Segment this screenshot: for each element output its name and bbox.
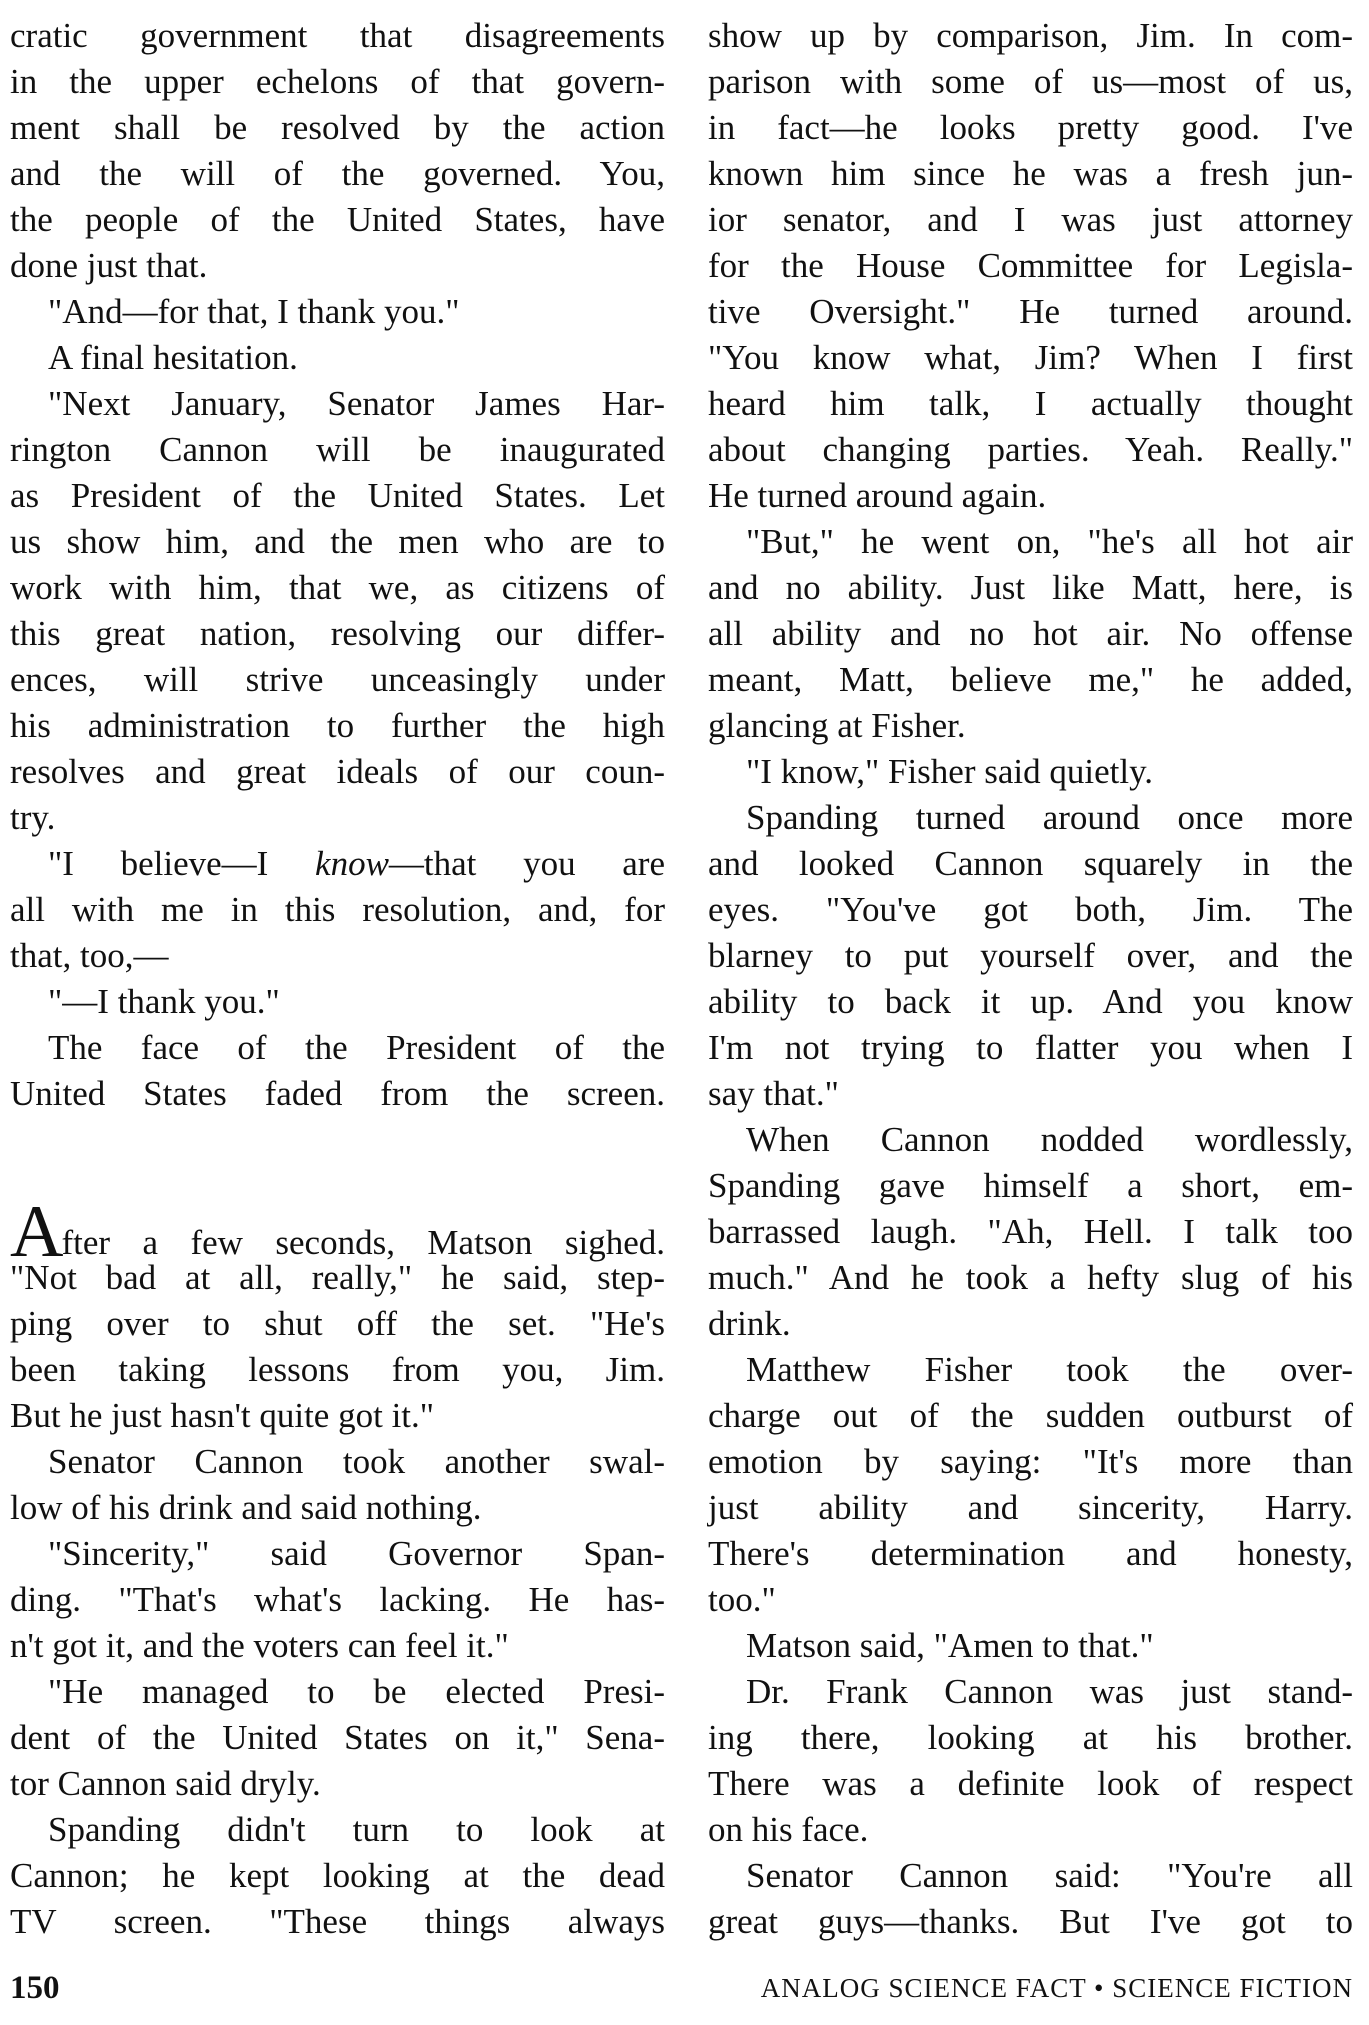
line-text: blarney to put yourself over, and the: [708, 936, 1353, 975]
line-text: Spanding gave himself a short, em-: [708, 1166, 1353, 1205]
text-line: [10, 1393, 665, 1439]
line-text: in the upper echelons of that govern-: [10, 62, 665, 101]
text-line: [708, 749, 1353, 795]
line-text: —that you are: [388, 844, 665, 883]
line-text: try.: [10, 798, 56, 837]
line-text: been taking lessons from you, Jim.: [10, 1350, 665, 1389]
text-line: [708, 1025, 1353, 1071]
line-text: But he just hasn't quite got it.": [10, 1396, 435, 1435]
right-column: [708, 13, 1353, 1945]
line-text: "—I thank you.": [48, 982, 280, 1021]
text-line: [10, 473, 665, 519]
line-text: Spanding turned around once more: [746, 798, 1353, 837]
line-text: meant, Matt, believe me," he added,: [708, 660, 1353, 699]
line-text: low of his drink and said nothing.: [10, 1488, 482, 1527]
text-line: [10, 13, 665, 59]
text-line: [708, 473, 1353, 519]
text-line: [10, 1485, 665, 1531]
line-text: the people of the United States, have: [10, 200, 665, 239]
line-text: his administration to further the high: [10, 706, 665, 745]
text-line: [10, 1669, 665, 1715]
text-line: [10, 795, 665, 841]
text-line: [708, 427, 1353, 473]
text-line: [708, 979, 1353, 1025]
text-line: [10, 1899, 665, 1945]
text-line: [10, 1255, 665, 1301]
page-number: 150: [10, 1970, 60, 2006]
text-line: [708, 1577, 1353, 1623]
text-line: [10, 381, 665, 427]
line-text: and the will of the governed. You,: [10, 154, 665, 193]
line-text: United States faded from the screen.: [10, 1074, 665, 1113]
text-line: [708, 1853, 1353, 1899]
line-text: tive Oversight." He turned around.: [708, 292, 1353, 331]
text-line: [708, 335, 1353, 381]
text-line: [10, 519, 665, 565]
line-text: ment shall be resolved by the action: [10, 108, 665, 147]
text-line: [708, 289, 1353, 335]
text-line: [10, 59, 665, 105]
text-line: [10, 1025, 665, 1071]
line-text: ding. "That's what's lacking. He has-: [10, 1580, 665, 1619]
text-line: [708, 243, 1353, 289]
text-line: [708, 13, 1353, 59]
text-line: [10, 151, 665, 197]
line-text: "And—for that, I thank you.": [48, 292, 460, 331]
line-text: A final hesitation.: [48, 338, 298, 377]
line-text: emotion by saying: "It's more than: [708, 1442, 1353, 1481]
text-line: [10, 565, 665, 611]
text-line: [10, 1761, 665, 1807]
line-text: When Cannon nodded wordlessly,: [746, 1120, 1353, 1159]
text-line: [10, 611, 665, 657]
text-line: [708, 519, 1353, 565]
line-text: "Not bad at all, really," he said, step-: [10, 1258, 665, 1297]
text-line: [708, 703, 1353, 749]
line-text: show up by comparison, Jim. In com-: [708, 16, 1353, 55]
text-line: [10, 243, 665, 289]
line-text: ior senator, and I was just attorney: [708, 200, 1353, 239]
line-text: n't got it, and the voters can feel it.": [10, 1626, 509, 1665]
line-text: dent of the United States on it," Sena-: [10, 1718, 665, 1757]
text-line: [10, 1071, 665, 1117]
line-text: glancing at Fisher.: [708, 706, 966, 745]
text-line: [10, 1853, 665, 1899]
line-text: tor Cannon said dryly.: [10, 1764, 321, 1803]
text-line: [708, 1761, 1353, 1807]
line-text: done just that.: [10, 246, 208, 285]
text-line: [708, 151, 1353, 197]
line-text: heard him talk, I actually thought: [708, 384, 1353, 423]
text-line: [708, 657, 1353, 703]
line-text: as President of the United States. Let: [10, 476, 665, 515]
line-text: and looked Cannon squarely in the: [708, 844, 1353, 883]
text-line: [10, 749, 665, 795]
line-text: too.": [708, 1580, 776, 1619]
line-text: ability to back it up. And you know: [708, 982, 1353, 1021]
text-line: [708, 795, 1353, 841]
line-text: fter a few seconds, Matson sighed.: [61, 1223, 665, 1262]
line-text: ences, will strive unceasingly under: [10, 660, 665, 699]
text-line: [708, 1255, 1353, 1301]
text-line: [708, 841, 1353, 887]
text-line: [10, 335, 665, 381]
line-text: "He managed to be elected Presi-: [48, 1672, 665, 1711]
line-text: barrassed laugh. "Ah, Hell. I talk too: [708, 1212, 1353, 1251]
text-line: [708, 1393, 1353, 1439]
line-text: Dr. Frank Cannon was just stand-: [746, 1672, 1353, 1711]
line-text: "I know," Fisher said quietly.: [746, 752, 1154, 791]
text-line: [708, 59, 1353, 105]
text-line: [10, 197, 665, 243]
italic-text: know: [315, 844, 389, 883]
text-line: [708, 105, 1353, 151]
line-text: eyes. "You've got both, Jim. The: [708, 890, 1353, 929]
text-line: [10, 887, 665, 933]
line-text: Cannon; he kept looking at the dead: [10, 1856, 665, 1895]
line-text: and no ability. Just like Matt, here, is: [708, 568, 1353, 607]
left-column: [10, 13, 665, 1945]
text-line: [708, 1209, 1353, 1255]
line-text: great guys—thanks. But I've got to: [708, 1902, 1353, 1941]
text-line: [10, 1577, 665, 1623]
line-text: all ability and no hot air. No offense: [708, 614, 1353, 653]
text-line: [10, 703, 665, 749]
text-line: [708, 381, 1353, 427]
line-text: say that.": [708, 1074, 839, 1113]
text-line: [708, 1807, 1353, 1853]
text-line: [708, 1439, 1353, 1485]
line-text: parison with some of us—most of us,: [708, 62, 1353, 101]
text-line: [708, 197, 1353, 243]
text-line: [708, 1669, 1353, 1715]
line-text: He turned around again.: [708, 476, 1047, 515]
page-footer: [10, 1966, 1353, 2010]
line-text: work with him, that we, as citizens of: [10, 568, 665, 607]
line-text: rington Cannon will be inaugurated: [10, 430, 665, 469]
text-line: [708, 887, 1353, 933]
line-text: us show him, and the men who are to: [10, 522, 665, 561]
line-text: cratic government that disagreements: [10, 16, 665, 55]
text-line: [708, 1531, 1353, 1577]
text-line: [10, 1191, 665, 1273]
line-text: Matson said, "Amen to that.": [746, 1626, 1154, 1665]
text-line: [10, 841, 665, 887]
text-line: [708, 1715, 1353, 1761]
line-text: "Next January, Senator James Har-: [48, 384, 665, 423]
text-line: [10, 933, 665, 979]
text-line: [10, 1439, 665, 1485]
text-line: [10, 1301, 665, 1347]
line-text: in fact—he looks pretty good. I've: [708, 108, 1353, 147]
line-text: "Sincerity," said Governor Span-: [48, 1534, 665, 1573]
line-text: drink.: [708, 1304, 791, 1343]
line-text: charge out of the sudden outburst of: [708, 1396, 1353, 1435]
text-line: [10, 1531, 665, 1577]
line-text: "I believe—I: [48, 844, 316, 883]
line-text: ing there, looking at his brother.: [708, 1718, 1353, 1757]
line-text: this great nation, resolving our differ-: [10, 614, 665, 653]
text-line: [10, 657, 665, 703]
text-line: [708, 1347, 1353, 1393]
line-text: Spanding didn't turn to look at: [48, 1810, 665, 1849]
line-text: "You know what, Jim? When I first: [708, 338, 1353, 377]
text-line: [10, 979, 665, 1025]
text-line: [708, 1623, 1353, 1669]
text-line: [10, 427, 665, 473]
section-break: [10, 1117, 665, 1209]
text-line: [708, 933, 1353, 979]
text-line: [708, 1071, 1353, 1117]
line-text: I'm not trying to flatter you when I: [708, 1028, 1353, 1067]
drop-cap: A: [10, 1191, 64, 1273]
text-line: [708, 1163, 1353, 1209]
line-text: just ability and sincerity, Harry.: [708, 1488, 1353, 1527]
text-line: [10, 1807, 665, 1853]
line-text: much." And he took a hefty slug of his: [708, 1258, 1353, 1297]
text-line: [10, 105, 665, 151]
line-text: There's determination and honesty,: [708, 1534, 1353, 1573]
line-text: There was a definite look of respect: [708, 1764, 1353, 1803]
line-text: about changing parties. Yeah. Really.": [708, 430, 1353, 469]
line-text: resolves and great ideals of our coun-: [10, 752, 665, 791]
line-text: that, too,—: [10, 936, 169, 975]
text-line: [708, 611, 1353, 657]
running-head: ANALOG SCIENCE FACT • SCIENCE FICTION: [760, 1973, 1353, 2003]
text-line: [708, 1301, 1353, 1347]
line-text: all with me in this resolution, and, for: [10, 890, 665, 929]
line-text: Matthew Fisher took the over-: [746, 1350, 1353, 1389]
text-line: [708, 1485, 1353, 1531]
text-line: [10, 1715, 665, 1761]
text-line: [10, 1623, 665, 1669]
line-text: Senator Cannon took another swal-: [48, 1442, 665, 1481]
line-text: TV screen. "These things always: [10, 1902, 665, 1941]
line-text: "But," he went on, "he's all hot air: [746, 522, 1353, 561]
text-line: [708, 1117, 1353, 1163]
line-text: known him since he was a fresh jun-: [708, 154, 1353, 193]
line-text: for the House Committee for Legisla-: [708, 246, 1353, 285]
text-line: [708, 1899, 1353, 1945]
line-text: ping over to shut off the set. "He's: [10, 1304, 665, 1343]
text-line: [10, 289, 665, 335]
text-line: [708, 565, 1353, 611]
line-text: The face of the President of the: [48, 1028, 665, 1067]
text-line: [10, 1347, 665, 1393]
line-text: on his face.: [708, 1810, 869, 1849]
line-text: Senator Cannon said: "You're all: [746, 1856, 1353, 1895]
